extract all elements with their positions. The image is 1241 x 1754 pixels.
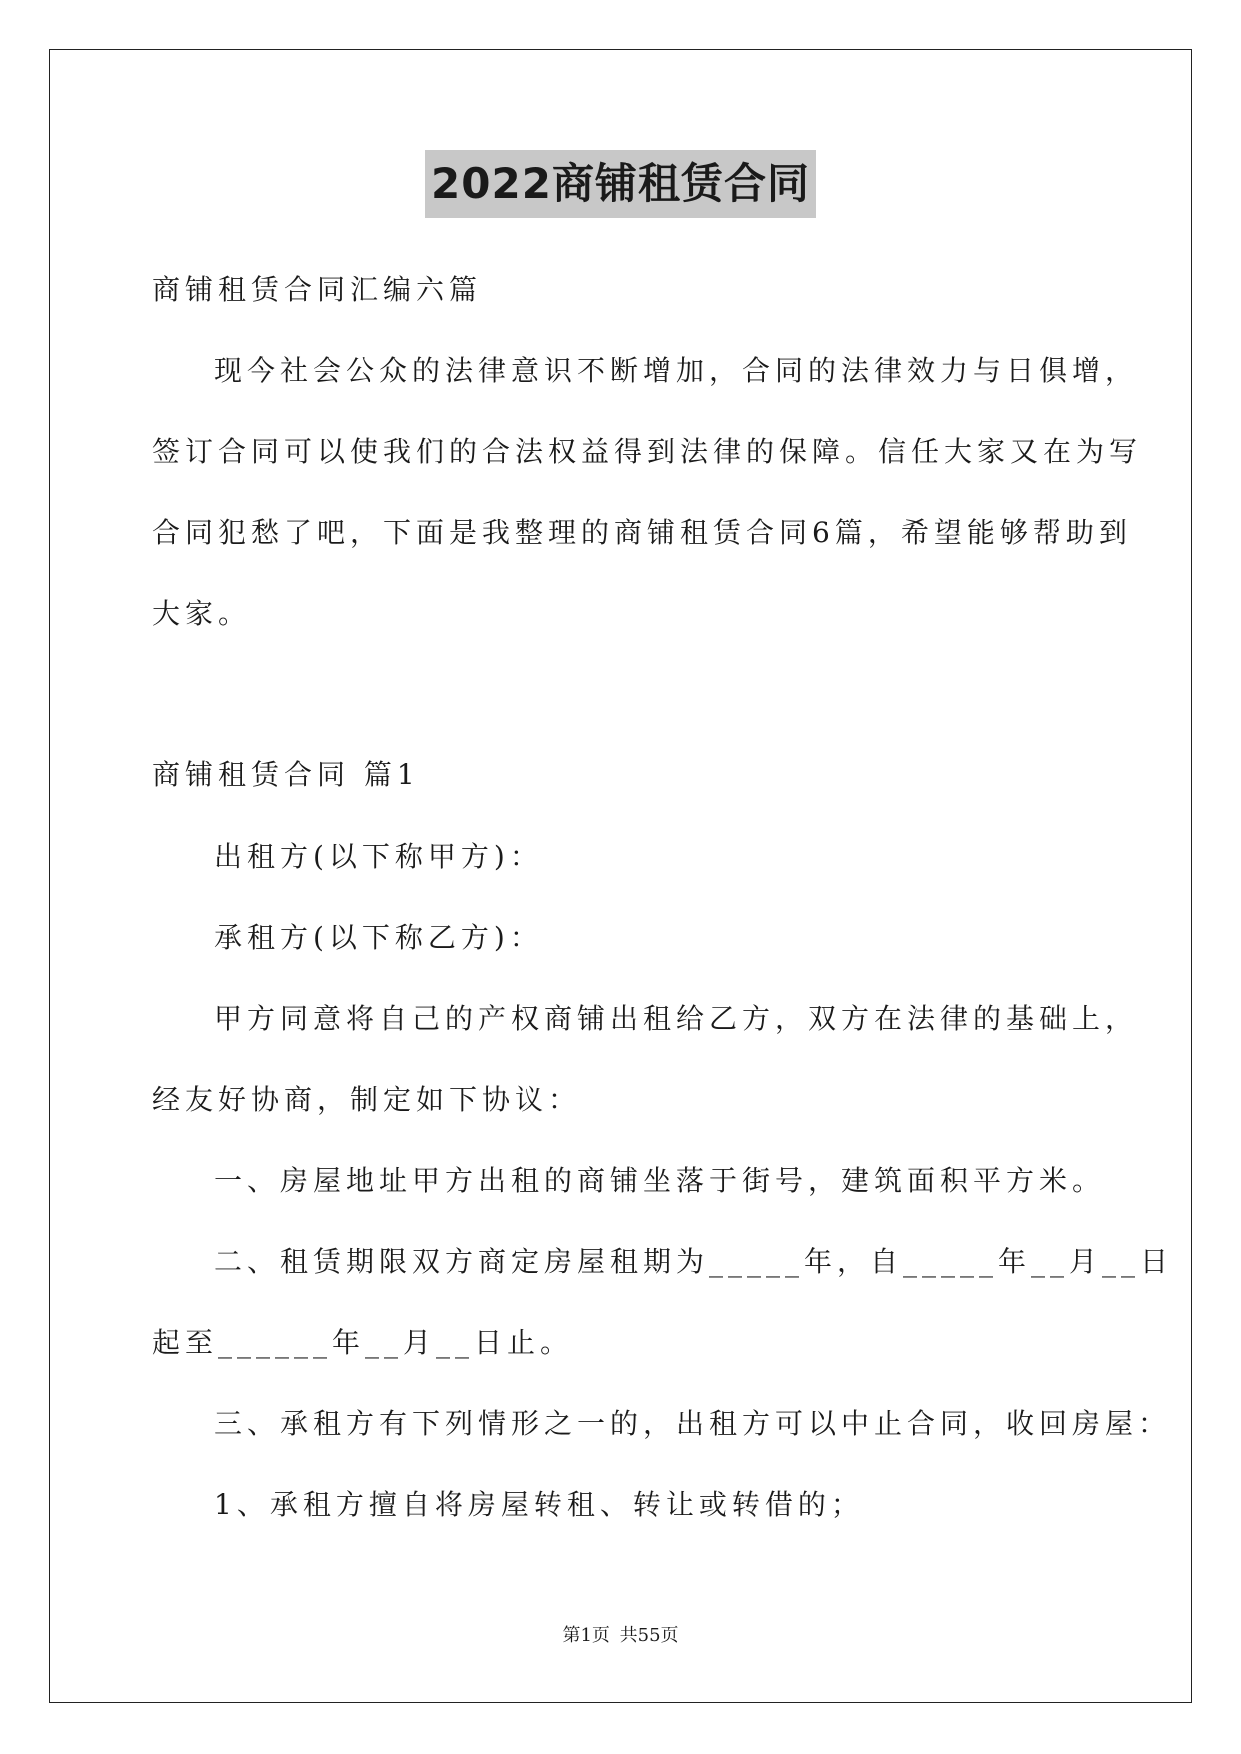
paragraph-line: 出租方(以下称甲方)： — [214, 840, 543, 873]
paragraph-line: 甲方同意将自己的产权商铺出租给乙方，双方在法律的基础上， — [214, 1002, 1139, 1035]
paragraph-line: 二、租赁期限双方商定房屋租期为_____年，自_____年__月__日 — [214, 1245, 1174, 1278]
page-total: 共55页 — [619, 1625, 679, 1646]
section-heading: 商铺租赁合同 篇1 — [152, 758, 420, 791]
paragraph-line: 承租方(以下称乙方)： — [214, 921, 543, 954]
document-title: 2022商铺租赁合同 — [425, 150, 816, 218]
page-number: 第1页 — [562, 1625, 610, 1646]
paragraph-line: 合同犯愁了吧，下面是我整理的商铺租赁合同6篇，希望能够帮助到 — [152, 516, 1132, 549]
title-wrap — [0, 150, 1241, 218]
paragraph-line: 签订合同可以使我们的合法权益得到法律的保障。信任大家又在为写 — [152, 435, 1143, 468]
paragraph-line: 一、房屋地址甲方出租的商铺坐落于街号，建筑面积平方米。 — [214, 1164, 1106, 1197]
paragraph-line: 1、承租方擅自将房屋转租、转让或转借的； — [214, 1488, 864, 1521]
paragraph-line: 经友好协商，制定如下协议： — [152, 1083, 582, 1116]
paragraph-line: 起至______年__月__日止。 — [152, 1326, 574, 1359]
paragraph-line: 现今社会公众的法律意识不断增加，合同的法律效力与日俱增， — [214, 354, 1139, 387]
paragraph-line: 大家。 — [152, 597, 252, 630]
subtitle: 商铺租赁合同汇编六篇 — [152, 273, 483, 306]
page-footer — [0, 1624, 1241, 1648]
paragraph-line: 三、承租方有下列情形之一的，出租方可以中止合同，收回房屋： — [214, 1407, 1172, 1440]
